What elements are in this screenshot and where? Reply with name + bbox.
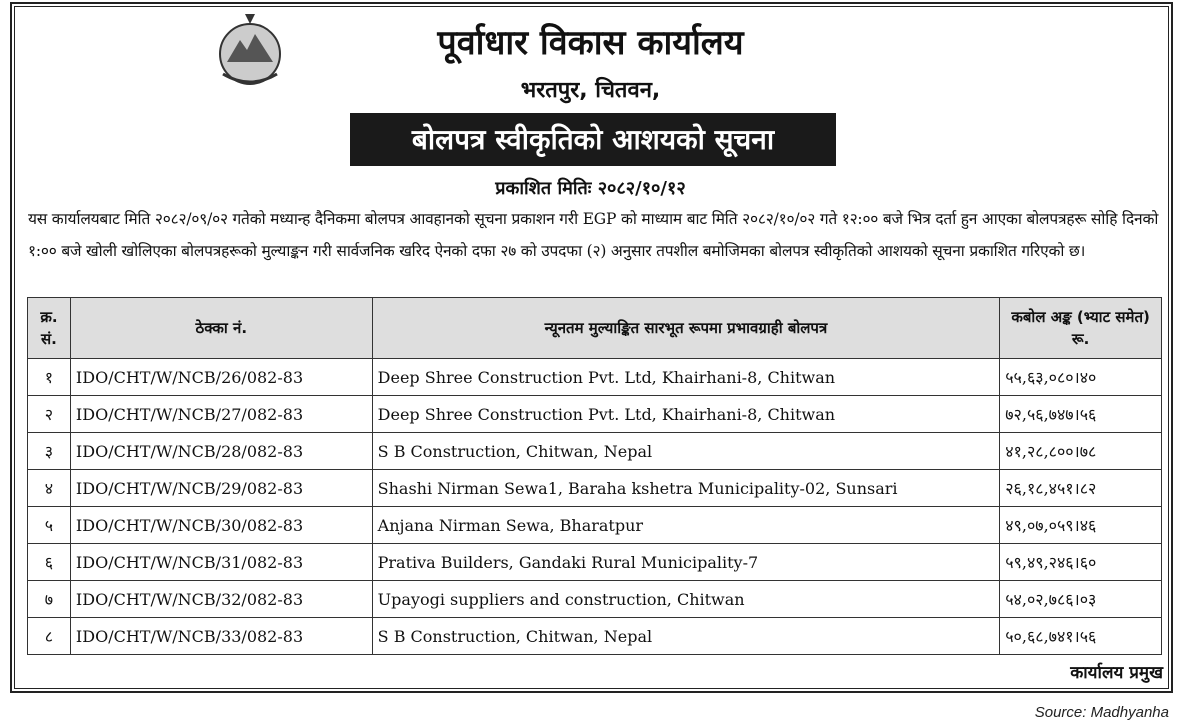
source-credit: Source: Madhyanha [1034,704,1169,721]
row-bidder: Upayogi suppliers and construction, Chitwan [372,581,1000,618]
row-amount: ७२,५६,७४७।५६ [1000,396,1162,433]
notice-title: बोलपत्र स्वीकृतिको आशयको सूचना [350,113,836,166]
row-sn: ६ [28,544,71,581]
row-sn: ४ [28,470,71,507]
header-bidder: न्यूनतम मुल्याङ्कित सारभूत रूपमा प्रभावग्राही बोलपत्र [372,298,1000,359]
row-contract-no: IDO/CHT/W/NCB/33/082-83 [70,618,372,655]
row-bidder: S B Construction, Chitwan, Nepal [372,618,1000,655]
table-row [28,544,1162,581]
row-sn: ७ [28,581,71,618]
row-contract-no: IDO/CHT/W/NCB/31/082-83 [70,544,372,581]
office-location: भरतपुर, चितवन, [520,78,661,103]
table-row [28,581,1162,618]
bid-table [27,297,1162,655]
header-amount: कबोल अङ्क (भ्याट समेत) रू. [1000,298,1162,359]
table-row [28,470,1162,507]
row-sn: ५ [28,507,71,544]
published-date: प्रकाशित मितिः २०८२/१०/१२ [495,178,686,199]
table-row [28,396,1162,433]
row-contract-no: IDO/CHT/W/NCB/26/082-83 [70,359,372,396]
table-row [28,433,1162,470]
notice-body: यस कार्यालयबाट मिति २०८२/०९/०२ गतेको मध्यान्ह दैनिकमा बोलपत्र आवहानको सूचना प्रकाशन गरी EGP को माध्याम बाट मिति २०८२/१०/०२ गते १२:०० बजे भित्र दर्ता हुन आएका बोलपत्रहरू सोहि दिनको १:०० बजे खोली खोलिएका बोलपत्रहरूको मुल्याङ्कन गरी सार्वजनिक खरिद ऐनको दफा २७ को उपदफा (२) अनुसार तपशील बमोजिमका बोलपत्र स्वीकृतिको आशयको सूचना प्रकाशित गरिएको छ। [28,210,1159,260]
row-bidder: S B Construction, Chitwan, Nepal [372,433,1000,470]
row-amount: ५९,४९,२४६।६० [1000,544,1162,581]
row-contract-no: IDO/CHT/W/NCB/28/082-83 [70,433,372,470]
header-sn: क्र. सं. [28,298,71,359]
row-sn: २ [28,396,71,433]
row-sn: १ [28,359,71,396]
row-contract-no: IDO/CHT/W/NCB/32/082-83 [70,581,372,618]
table-row [28,507,1162,544]
row-bidder: Anjana Nirman Sewa, Bharatpur [372,507,1000,544]
row-contract-no: IDO/CHT/W/NCB/29/082-83 [70,470,372,507]
row-amount: ४१,२८,८००।७८ [1000,433,1162,470]
row-amount: २६,१८,४५१।८२ [1000,470,1162,507]
row-amount: ५४,०२,७८६।०३ [1000,581,1162,618]
row-amount: ४९,०७,०५९।४६ [1000,507,1162,544]
table-row [28,359,1162,396]
row-amount: ५५,६३,०८०।४० [1000,359,1162,396]
office-name: पूर्वाधार विकास कार्यालय [437,23,744,63]
row-bidder: Prativa Builders, Gandaki Rural Municipality-7 [372,544,1000,581]
row-sn: ३ [28,433,71,470]
row-bidder: Deep Shree Construction Pvt. Ltd, Khairhani-8, Chitwan [372,359,1000,396]
row-contract-no: IDO/CHT/W/NCB/30/082-83 [70,507,372,544]
signature-office-chief: कार्यालय प्रमुख [1070,663,1163,683]
row-amount: ५०,६८,७४१।५६ [1000,618,1162,655]
row-sn: ८ [28,618,71,655]
row-bidder: Shashi Nirman Sewa1, Baraha kshetra Municipality-02, Sunsari [372,470,1000,507]
row-bidder: Deep Shree Construction Pvt. Ltd, Khairhani-8, Chitwan [372,396,1000,433]
header-contract-no: ठेक्का नं. [70,298,372,359]
table-row [28,618,1162,655]
row-contract-no: IDO/CHT/W/NCB/27/082-83 [70,396,372,433]
